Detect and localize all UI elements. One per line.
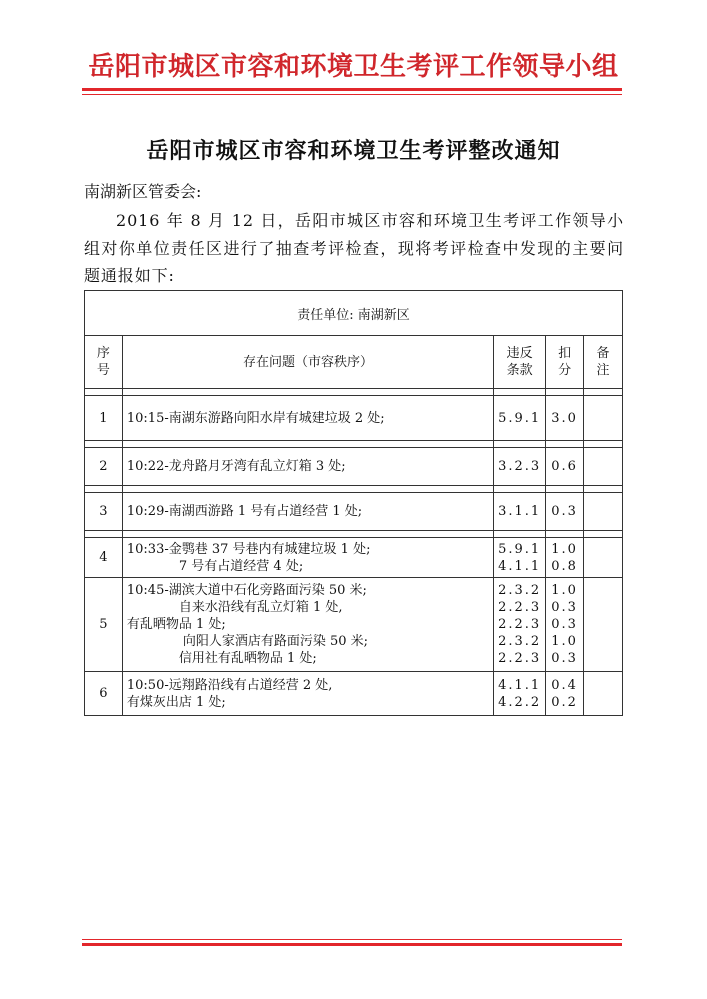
row-note (584, 396, 623, 441)
col-header-seq: 序 号 (85, 336, 123, 389)
row-clause: 3.1.1 (494, 493, 546, 531)
row-clause: 2.3.2 2.2.3 2.2.3 2.3.2 2.2.3 (494, 578, 546, 672)
spacer-row (85, 531, 623, 538)
row-points: 0.3 (546, 493, 584, 531)
row-clause: 5.9.1 4.1.1 (494, 538, 546, 578)
row-note (584, 672, 623, 716)
footer-divider-thin (82, 939, 622, 940)
row-seq: 2 (85, 448, 123, 486)
row-issue: 10:22-龙舟路月牙湾有乱立灯箱 3 处; (122, 448, 493, 486)
header-row (85, 336, 623, 389)
row-issue: 10:50-远翔路沿线有占道经营 2 处, 有煤灰出店 1 处; (122, 672, 493, 716)
row-clause: 4.1.1 4.2.2 (494, 672, 546, 716)
table-row (85, 448, 623, 486)
footer-divider-thick (82, 943, 622, 946)
responsible-unit: 责任单位: 南湖新区 (85, 291, 623, 336)
notice-title: 岳阳市城区市容和环境卫生考评整改通知 (146, 138, 561, 164)
unit-row (85, 291, 623, 336)
row-seq: 1 (85, 396, 123, 441)
table-row (85, 538, 623, 578)
col-header-issue: 存在问题（市容秩序） (122, 336, 493, 389)
notice-body: 2016 年 8 月 12 日，岳阳市城区市容和环境卫生考评工作领导小组对你单位责任区进行了抽查考评检查，现将考评检查中发现的主要问题通报如下: (84, 211, 624, 285)
row-seq: 6 (85, 672, 123, 716)
row-points: 0.4 0.2 (546, 672, 584, 716)
row-seq: 4 (85, 538, 123, 578)
row-issue: 10:15-南湖东游路向阳水岸有城建垃圾 2 处; (122, 396, 493, 441)
row-points: 1.0 0.3 0.3 1.0 0.3 (546, 578, 584, 672)
row-note (584, 578, 623, 672)
row-note (584, 448, 623, 486)
row-points: 0.6 (546, 448, 584, 486)
col-header-clause: 违反 条款 (494, 336, 546, 389)
table-row (85, 578, 623, 672)
spacer-row (85, 441, 623, 448)
row-points: 3.0 (546, 396, 584, 441)
row-note (584, 493, 623, 531)
row-issue: 10:33-金鹗巷 37 号巷内有城建垃圾 1 处; 7 号有占道经营 4 处; (122, 538, 493, 578)
table-row (85, 493, 623, 531)
header-title: 岳阳市城区市容和环境卫生考评工作领导小组 (88, 52, 619, 82)
row-seq: 3 (85, 493, 123, 531)
header-divider-thin (82, 94, 622, 95)
table-row (85, 672, 623, 716)
row-note (584, 538, 623, 578)
row-issue: 10:29-南湖西游路 1 号有占道经营 1 处; (122, 493, 493, 531)
row-clause: 3.2.3 (494, 448, 546, 486)
row-clause: 5.9.1 (494, 396, 546, 441)
spacer-row (85, 389, 623, 396)
col-header-deduct: 扣 分 (546, 336, 584, 389)
header-divider-thick (82, 88, 622, 91)
inspection-table (84, 290, 623, 716)
row-issue: 10:45-湖滨大道中石化旁路面污染 50 米; 自来水沿线有乱立灯箱 1 处, 有乱晒物品 1 处; 向阳人家酒店有路面污染 50 米; 信用社有乱晒物品 1 处; (122, 578, 493, 672)
spacer-row (85, 486, 623, 493)
addressee: 南湖新区管委会: (84, 182, 202, 201)
table-row (85, 396, 623, 441)
row-points: 1.0 0.8 (546, 538, 584, 578)
row-seq: 5 (85, 578, 123, 672)
col-header-note: 备 注 (584, 336, 623, 389)
